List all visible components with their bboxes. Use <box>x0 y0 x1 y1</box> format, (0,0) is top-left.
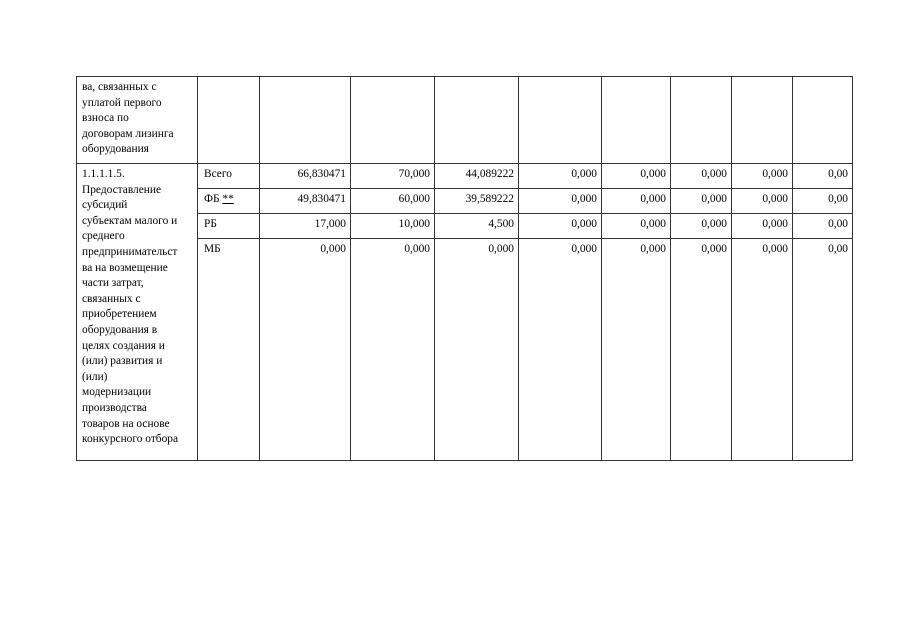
value-cell: 10,000 <box>351 214 435 239</box>
empty-cell <box>519 77 602 164</box>
value-cell: 4,500 <box>435 214 519 239</box>
empty-cell <box>671 77 732 164</box>
value-cell: 0,00 <box>793 239 853 461</box>
value-cell: 0,000 <box>671 239 732 461</box>
funding-source-label: ФБ <box>204 193 220 205</box>
value-cell: 39,589222 <box>435 189 519 214</box>
table-row <box>77 164 853 189</box>
funding-source <box>198 164 260 189</box>
value-cell: 0,000 <box>519 239 602 461</box>
continuation-description: ва, связанных с уплатой первого взноса по договорам лизинга оборудования <box>77 77 198 164</box>
value-cell: 66,830471 <box>260 164 351 189</box>
value-cell: 0,000 <box>602 214 671 239</box>
value-cell: 0,000 <box>671 189 732 214</box>
value-cell: 17,000 <box>260 214 351 239</box>
funding-source-label: Всего <box>204 168 232 180</box>
empty-cell <box>198 77 260 164</box>
value-cell: 60,000 <box>351 189 435 214</box>
funding-source-label: РБ <box>204 218 217 230</box>
budget-table <box>76 76 853 461</box>
value-cell: 0,000 <box>260 239 351 461</box>
empty-cell <box>351 77 435 164</box>
empty-cell <box>732 77 793 164</box>
value-cell: 0,000 <box>732 214 793 239</box>
value-cell: 0,00 <box>793 214 853 239</box>
value-cell: 0,00 <box>793 189 853 214</box>
value-cell: 0,000 <box>435 239 519 461</box>
value-cell: 0,000 <box>519 214 602 239</box>
value-cell: 70,000 <box>351 164 435 189</box>
value-cell: 0,000 <box>602 164 671 189</box>
value-cell: 0,000 <box>519 164 602 189</box>
value-cell: 0,000 <box>602 239 671 461</box>
funding-source <box>198 214 260 239</box>
value-cell: 0,000 <box>732 189 793 214</box>
funding-source <box>198 239 260 461</box>
empty-cell <box>793 77 853 164</box>
measure-description: 1.1.1.1.5. Предоставление субсидий субъектам малого и среднего предпринимательст ва на возмещение части затрат, связанных с приобретением оборудования в целях создания и (или) развития и (или) модернизации производства товаров на основе конкурсного отбора <box>77 164 198 461</box>
empty-cell <box>435 77 519 164</box>
footnote-mark: ** <box>222 193 234 205</box>
value-cell: 0,000 <box>671 214 732 239</box>
empty-cell <box>602 77 671 164</box>
value-cell: 0,000 <box>671 164 732 189</box>
value-cell: 0,000 <box>602 189 671 214</box>
continuation-row <box>77 77 853 164</box>
value-cell: 0,000 <box>351 239 435 461</box>
empty-cell <box>260 77 351 164</box>
value-cell: 0,000 <box>732 164 793 189</box>
value-cell: 49,830471 <box>260 189 351 214</box>
value-cell: 44,089222 <box>435 164 519 189</box>
value-cell: 0,000 <box>519 189 602 214</box>
value-cell: 0,000 <box>732 239 793 461</box>
funding-source <box>198 189 260 214</box>
value-cell: 0,00 <box>793 164 853 189</box>
funding-source-label: МБ <box>204 243 221 255</box>
